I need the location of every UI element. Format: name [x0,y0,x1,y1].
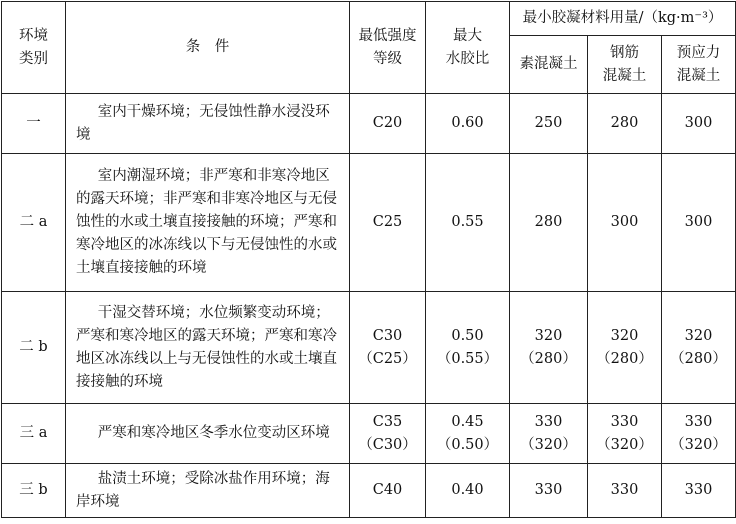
cell-env-category-line: 二 b [19,339,48,355]
header-min-strength: 最低强度 等级 [350,2,426,94]
cell-prestressed-concrete [662,154,736,292]
cell-min-strength [350,94,426,154]
table-row [2,292,736,404]
cell-max-wc-ratio [426,404,510,464]
cell-prestressed-concrete-line: 300 [684,214,713,230]
cell-min-strength [350,464,426,518]
cell-plain-concrete [510,464,588,518]
cell-plain-concrete-line: （280） [520,350,577,367]
cell-max-wc-ratio [426,464,510,518]
cell-env-category [2,94,66,154]
cell-env-category [2,464,66,518]
cell-min-strength-line: C40 [372,482,403,498]
cell-min-strength [350,154,426,292]
table-row [2,94,736,154]
cell-min-strength-line: （C30） [358,436,417,453]
cell-min-strength-line: C30 [372,327,403,344]
cell-condition: 干湿交替环境；水位频繁变动环境；严寒和寒冷地区的露天环境；严寒和寒冷地区冰冻线以上与无侵蚀性的水或土壤直接接触的环境 [66,292,350,404]
cell-max-wc-ratio-line: 0.60 [451,115,484,131]
cell-env-category-line: 一 [26,115,41,131]
cell-max-wc-ratio-line: （0.55） [436,350,499,367]
header-plain-concrete: 素混凝土 [510,36,588,94]
cell-max-wc-ratio-line: 0.40 [451,482,484,498]
header-reinforced-concrete: 钢筋 混凝土 [588,36,662,94]
cell-plain-concrete-line: 320 [534,327,563,344]
cell-prestressed-concrete-line: 320 [684,327,713,344]
cell-plain-concrete [510,292,588,404]
cell-min-strength [350,292,426,404]
cell-prestressed-concrete-line: 330 [684,482,713,498]
cell-reinforced-concrete [588,154,662,292]
cell-reinforced-concrete-line: 300 [610,214,639,230]
cell-min-strength [350,404,426,464]
cell-max-wc-ratio-line: 0.55 [451,214,484,230]
table-body [2,94,736,518]
header-condition: 条 件 [66,2,350,94]
cell-env-category-line: 三 b [19,482,48,498]
cell-reinforced-concrete-line: 330 [610,413,639,430]
cell-reinforced-concrete [588,94,662,154]
cell-prestressed-concrete-line: （280） [670,350,727,367]
header-max-wc-ratio: 最大 水胶比 [426,2,510,94]
cell-plain-concrete [510,154,588,292]
header-min-binder-amount: 最小胶凝材料用量/（kg·m⁻³） [510,2,736,36]
header-prestressed-concrete: 预应力 混凝土 [662,36,736,94]
cell-max-wc-ratio-line: 0.45 [451,413,484,430]
cell-reinforced-concrete [588,404,662,464]
table-row [2,154,736,292]
cell-prestressed-concrete-line: 300 [684,115,713,131]
cell-reinforced-concrete-line: 330 [610,482,639,498]
cell-min-strength-line: C25 [372,214,403,230]
cell-min-strength-line: C20 [372,115,403,131]
table-row [2,464,736,518]
cell-prestressed-concrete-line: （320） [670,436,727,453]
cell-min-strength-line: （C25） [358,350,417,367]
cell-env-category [2,404,66,464]
cell-condition: 室内干燥环境；无侵蚀性静水浸没环境 [66,94,350,154]
cell-reinforced-concrete-line: 320 [610,327,639,344]
cell-plain-concrete-line: （320） [520,436,577,453]
cell-condition: 盐渍土环境；受除冰盐作用环境；海岸环境 [66,464,350,518]
cell-condition: 严寒和寒冷地区冬季水位变动区环境 [66,404,350,464]
cell-max-wc-ratio [426,94,510,154]
cell-prestressed-concrete [662,292,736,404]
cell-min-strength-line: C35 [372,413,403,430]
cell-prestressed-concrete [662,94,736,154]
cell-reinforced-concrete-line: 280 [610,115,639,131]
header-env-category: 环境 类别 [2,2,66,94]
cell-plain-concrete-line: 280 [534,214,563,230]
cell-env-category [2,292,66,404]
cell-plain-concrete [510,94,588,154]
cell-reinforced-concrete [588,292,662,404]
concrete-environment-table [1,1,736,518]
cell-condition: 室内潮湿环境；非严寒和非寒冷地区的露天环境；非严寒和非寒冷地区与无侵蚀性的水或土壤直接接触的环境；严寒和寒冷地区的冰冻线以下与无侵蚀性的水或土壤直接接触的环境 [66,154,350,292]
cell-max-wc-ratio [426,292,510,404]
cell-env-category-line: 二 a [19,214,48,230]
cell-plain-concrete [510,404,588,464]
cell-plain-concrete-line: 250 [534,115,563,131]
cell-max-wc-ratio-line: 0.50 [451,327,484,344]
cell-prestressed-concrete [662,404,736,464]
cell-plain-concrete-line: 330 [534,482,563,498]
cell-reinforced-concrete-line: （280） [596,350,653,367]
cell-prestressed-concrete-line: 330 [684,413,713,430]
cell-reinforced-concrete [588,464,662,518]
table-row [2,404,736,464]
cell-plain-concrete-line: 330 [534,413,563,430]
cell-prestressed-concrete [662,464,736,518]
cell-reinforced-concrete-line: （320） [596,436,653,453]
cell-env-category [2,154,66,292]
cell-env-category-line: 三 a [19,425,48,441]
cell-max-wc-ratio-line: （0.50） [436,436,499,453]
cell-max-wc-ratio [426,154,510,292]
